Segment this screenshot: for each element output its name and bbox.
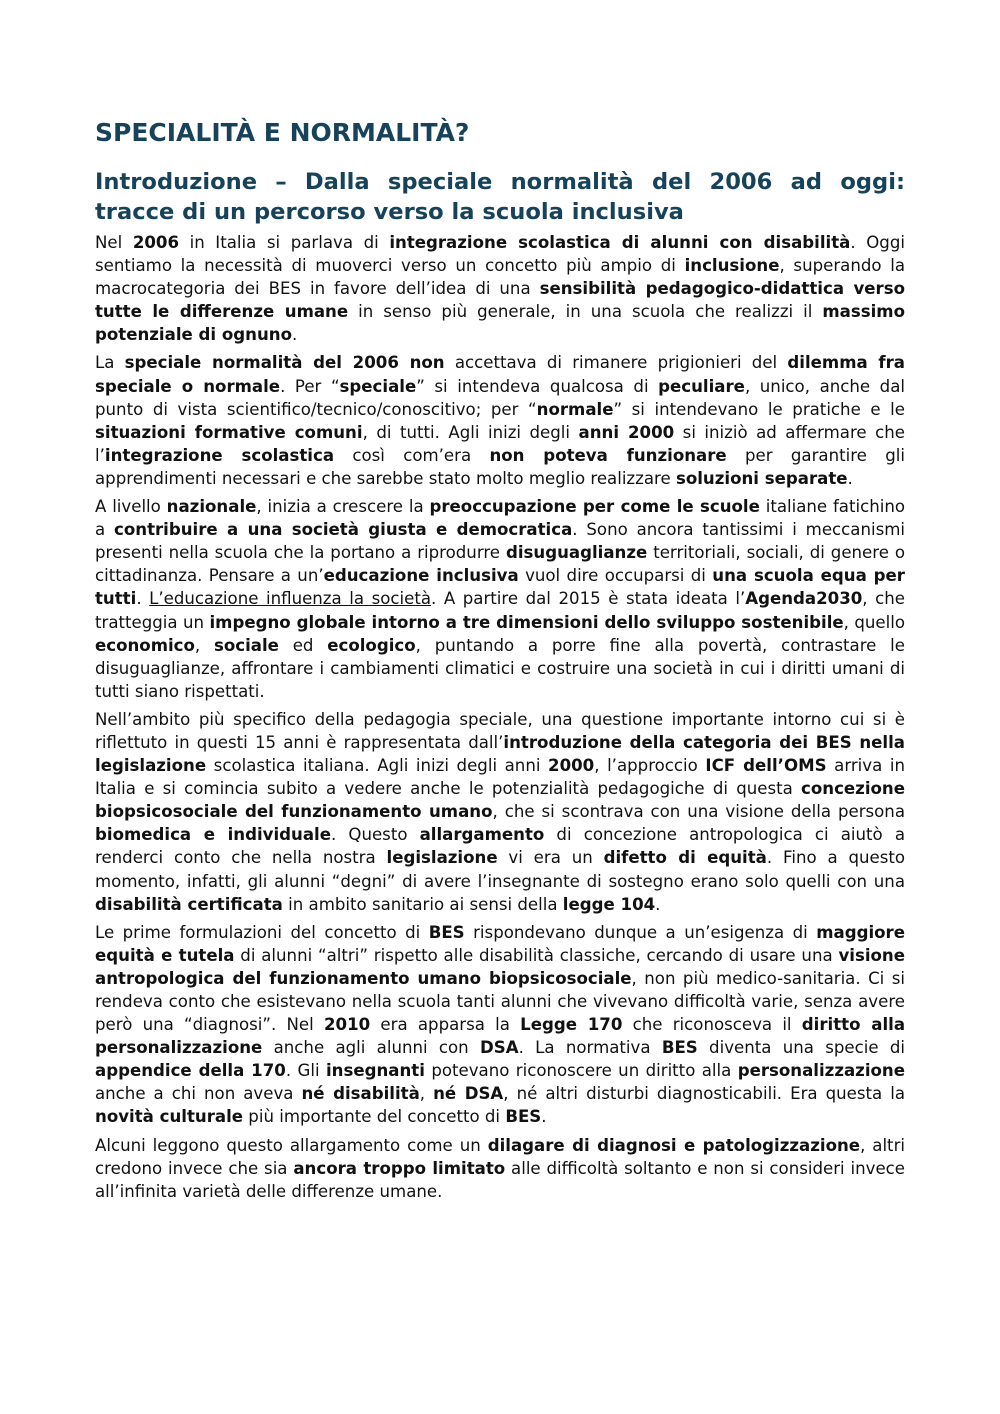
text-run: , che tratteggia un bbox=[95, 589, 905, 632]
document-title: SPECIALITÀ E NORMALITÀ? bbox=[95, 118, 470, 147]
text-run: , che si scontrava con una visione della persona bbox=[492, 802, 905, 822]
bold-text: impegno globale intorno a tre dimensioni dello sviluppo sostenibile bbox=[209, 612, 844, 632]
bold-text: visione antropologica del funzionamento umano biopsicosociale bbox=[95, 945, 905, 988]
bold-text: né disabilità bbox=[301, 1084, 420, 1104]
text-run: diventa una specie di bbox=[697, 1038, 905, 1058]
text-run: . A partire dal 2015 è stata ideata l’ bbox=[431, 589, 746, 609]
text-run: , quello bbox=[843, 612, 905, 632]
bold-text: biomedica e individuale bbox=[95, 825, 331, 845]
text-run: anche agli alunni con bbox=[262, 1038, 480, 1058]
bold-text: Legge 170 bbox=[520, 1015, 623, 1035]
bold-text: ICF dell’OMS bbox=[705, 756, 827, 776]
text-run: Alcuni leggono questo allargamento come un bbox=[95, 1135, 488, 1155]
text-run: , bbox=[419, 1084, 434, 1104]
text-run: A livello bbox=[95, 497, 167, 517]
text-run: . Fino a questo momento, infatti, gli alunni “degni” di avere l’insegnante di sostegno erano solo quelli con una bbox=[95, 848, 906, 891]
text-run: Nel bbox=[95, 233, 133, 252]
text-run: arriva in Italia e si comincia subito a vedere anche le potenzialità pedagogiche di questa bbox=[95, 756, 905, 799]
text-run: , altri credono invece che sia bbox=[95, 1135, 905, 1178]
paragraph-4 bbox=[95, 708, 905, 916]
text-run: territoriali, sociali, di genere o cittadinanza. Pensare a un’ bbox=[95, 543, 906, 586]
bold-text: disuguaglianze bbox=[505, 543, 648, 563]
text-run: . Gli bbox=[285, 1061, 326, 1081]
text-run: , superando la macrocategoria dei BES in favore dell’idea di una bbox=[95, 256, 906, 299]
bold-text: 2006 bbox=[132, 233, 180, 252]
text-run: La bbox=[95, 353, 125, 373]
text-run: in Italia si parlava di bbox=[179, 233, 390, 252]
text-run: scolastica italiana. Agli inizi degli anni bbox=[206, 756, 549, 776]
text-run: ed bbox=[278, 635, 328, 655]
bold-text: novità culturale bbox=[95, 1107, 244, 1127]
bold-text: legge 104 bbox=[562, 894, 656, 914]
bold-text: dilagare di diagnosi e patologizzazione bbox=[487, 1135, 861, 1155]
bold-text: nazionale bbox=[166, 497, 257, 517]
text-run: alle difficoltà soltanto e non si consideri invece all’infinita varietà delle differenze umane. bbox=[95, 1158, 906, 1201]
paragraph-2 bbox=[95, 351, 905, 490]
bold-text: legislazione bbox=[386, 848, 498, 868]
bold-text: 2010 bbox=[324, 1015, 371, 1035]
bold-text: disabilità certificata bbox=[95, 894, 283, 914]
text-run: Nell’ambito più specifico della pedagogia speciale, una questione importante intorno cui si è riflettuto in questi 15 anni è rappresentata dall’ bbox=[95, 709, 905, 752]
text-run: vi era un bbox=[497, 848, 604, 868]
paragraph-3 bbox=[95, 495, 905, 703]
text-run: , puntando a porre fine alla povertà, contrastare le disuguaglianze, affrontare i cambiamenti climatici e costruire una società in cui i diritti umani di tutti siano rispettati. bbox=[95, 635, 905, 701]
text-run: . La normativa bbox=[518, 1038, 662, 1058]
bold-text: maggiore equità e tutela bbox=[95, 922, 905, 965]
bold-text: una scuola equa per tutti bbox=[95, 566, 905, 609]
bold-text: ancora troppo limitato bbox=[293, 1158, 506, 1178]
text-run: , inizia a crescere la bbox=[256, 497, 430, 517]
bold-text: appendice della 170 bbox=[95, 1061, 286, 1081]
bold-text: speciale normalità del 2006 non bbox=[124, 353, 445, 373]
bold-text: DSA bbox=[480, 1038, 519, 1058]
bold-text: integrazione scolastica di alunni con disabilità bbox=[389, 233, 851, 252]
text-run: ” si intendeva qualcosa di bbox=[416, 376, 659, 396]
bold-text: contribuire a una società giusta e democratica bbox=[114, 520, 573, 540]
text-run: , bbox=[194, 635, 214, 655]
bold-text: concezione biopsicosociale del funzionamento umano bbox=[95, 779, 905, 822]
paragraph-5 bbox=[95, 921, 905, 1129]
text-run: per garantire gli apprendimenti necessari e che sarebbe stato molto meglio realizzare bbox=[95, 445, 905, 488]
bold-text: educazione inclusiva bbox=[323, 566, 519, 586]
text-run: si iniziò ad affermare che l’ bbox=[95, 422, 905, 465]
text-run: in senso più generale, in una scuola che realizzi il bbox=[348, 302, 823, 322]
bold-text: normale bbox=[536, 399, 614, 419]
bold-text: situazioni formative comuni bbox=[95, 422, 363, 442]
paragraph-6 bbox=[95, 1134, 905, 1203]
text-run: anche a chi non aveva bbox=[95, 1084, 302, 1104]
text-run: . bbox=[541, 1107, 547, 1127]
bold-text: integrazione scolastica bbox=[104, 445, 335, 465]
bold-text: inclusione bbox=[684, 256, 780, 276]
document-body bbox=[95, 231, 905, 1203]
document-page bbox=[95, 115, 905, 1208]
text-run: . bbox=[292, 325, 298, 345]
text-run: di concezione antropologica ci aiutò a renderci conto che nella nostra bbox=[95, 825, 905, 868]
bold-text: preoccupazione per come le scuole bbox=[429, 497, 760, 517]
text-run: . bbox=[847, 468, 853, 488]
bold-text: anni 2000 bbox=[578, 422, 675, 442]
text-run: vuol dire occuparsi di bbox=[518, 566, 713, 586]
bold-text: massimo potenziale di ognuno bbox=[95, 302, 905, 345]
text-run: rispondevano dunque a un’esigenza di bbox=[464, 922, 817, 942]
text-run: ” si intendevano le pratiche e le bbox=[613, 399, 905, 419]
text-run: Le prime formulazioni del concetto di bbox=[95, 922, 429, 942]
text-run: era apparsa la bbox=[370, 1015, 521, 1035]
text-run: italiane fatichino a bbox=[95, 497, 906, 540]
section-heading: Introduzione – Dalla speciale normalità del 2006 ad oggi: tracce di un percorso verso la scuola inclusiva bbox=[95, 169, 905, 225]
text-run: accettava di rimanere prigionieri del bbox=[444, 353, 788, 373]
bold-text: insegnanti bbox=[325, 1061, 425, 1081]
text-run: . Per “ bbox=[280, 376, 340, 396]
bold-text: diritto alla personalizzazione bbox=[95, 1015, 906, 1058]
text-run: . Questo bbox=[331, 825, 420, 845]
bold-text: 2000 bbox=[548, 756, 595, 776]
bold-text: speciale bbox=[339, 376, 417, 396]
text-run: che riconosceva il bbox=[622, 1015, 802, 1035]
bold-text: dilemma fra speciale o normale bbox=[95, 353, 905, 396]
bold-text: peculiare bbox=[658, 376, 745, 396]
bold-text: sociale bbox=[213, 635, 279, 655]
text-run: , l’approccio bbox=[594, 756, 706, 776]
text-run: così com’era bbox=[334, 445, 490, 465]
bold-text: introduzione della categoria dei BES nella legislazione bbox=[95, 732, 905, 776]
bold-text: non poteva funzionare bbox=[489, 445, 727, 465]
text-run: potevano riconoscere un diritto alla bbox=[424, 1061, 738, 1081]
text-run: , di tutti. Agli inizi degli bbox=[362, 422, 579, 442]
bold-text: BES bbox=[505, 1107, 542, 1127]
bold-text: economico bbox=[95, 635, 195, 655]
text-run: di alunni “altri” rispetto alle disabilità classiche, cercando di usare una bbox=[234, 945, 839, 965]
text-run: . bbox=[136, 589, 150, 609]
bold-text: né DSA bbox=[433, 1084, 504, 1104]
bold-text: BES bbox=[661, 1038, 698, 1058]
paragraph-1 bbox=[95, 231, 905, 346]
bold-text: personalizzazione bbox=[737, 1061, 905, 1081]
text-run: . Oggi sentiamo la necessità di muoverci verso un concetto più ampio di bbox=[95, 233, 905, 276]
text-run: . bbox=[655, 894, 661, 914]
text-run: , unico, anche dal punto di vista scientifico/tecnico/conoscitivo; per “ bbox=[95, 376, 905, 419]
bold-text: soluzioni separate bbox=[675, 468, 848, 488]
bold-text: allargamento bbox=[419, 825, 545, 845]
bold-text: ecologico bbox=[327, 635, 416, 655]
text-run: , né altri disturbi diagnosticabili. Era questa la bbox=[503, 1084, 905, 1104]
underlined-text: L’educazione influenza la società bbox=[149, 589, 431, 609]
bold-text: BES bbox=[428, 922, 465, 942]
text-run: . Sono ancora tantissimi i meccanismi presenti nella scuola che la portano a riprodurre bbox=[95, 520, 905, 563]
bold-text: sensibilità pedagogico-didattica verso tutte le differenze umane bbox=[95, 279, 905, 322]
text-run: più importante del concetto di bbox=[243, 1107, 506, 1127]
bold-text: difetto di equità bbox=[603, 848, 767, 868]
bold-text: Agenda2030 bbox=[745, 589, 863, 609]
text-run: in ambito sanitario ai sensi della bbox=[282, 894, 563, 914]
text-run: , non più medico-sanitaria. Ci si rendeva conto che esistevano nella scuola tanti alunni che vivevano difficoltà varie, senza avere però una “diagnosi”. Nel bbox=[95, 968, 905, 1035]
